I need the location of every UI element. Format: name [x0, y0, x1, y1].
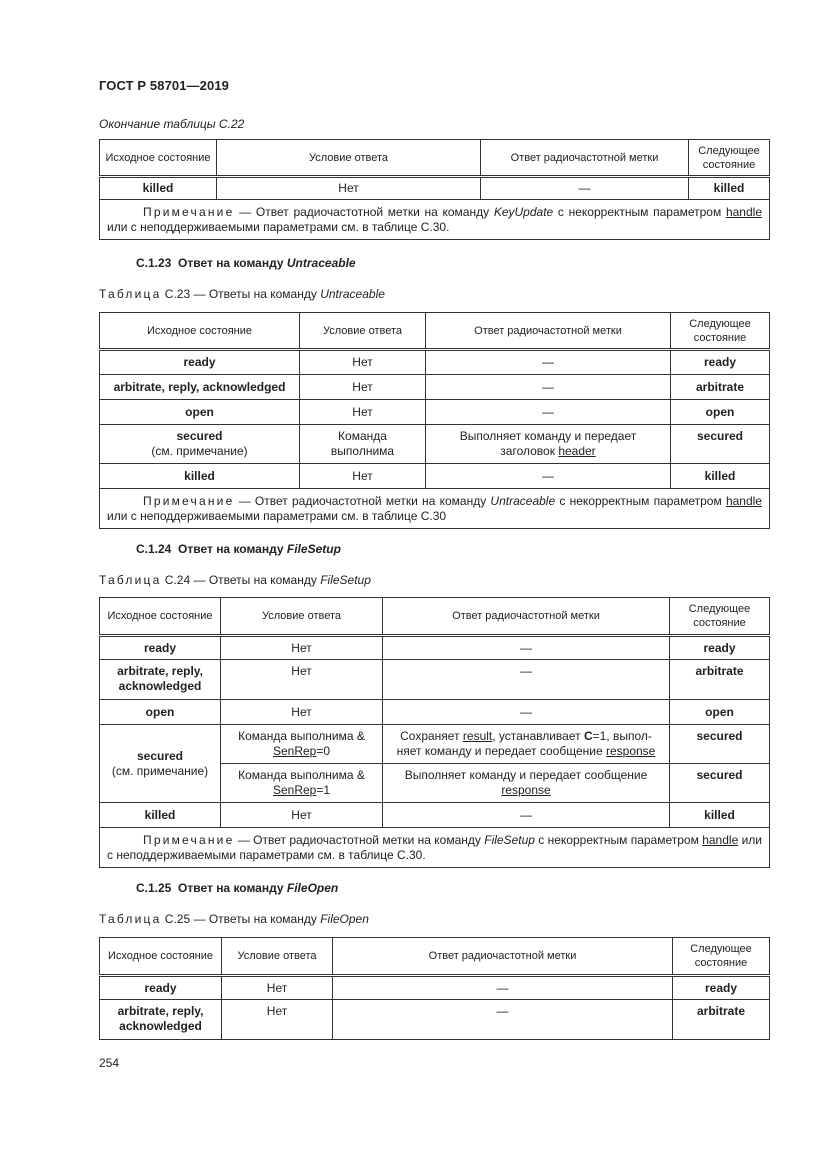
- col-header-tag-response: Ответ радиочастотной метки: [333, 938, 673, 976]
- col-header-next-state: Следующее состояние: [689, 140, 770, 177]
- table-note: Примечание — Ответ радиочастотной метки на команду FileSetup с некорректным параметром handle или с неподдерживаемыми параметрами см. в таблице С.30.: [100, 828, 770, 868]
- col-header-tag-response: Ответ радиочастотной метки: [383, 598, 670, 636]
- table-row: arbitrate, reply, acknowledged Нет — arbitrate: [100, 660, 770, 700]
- table-caption: Таблица С.25 — Ответы на команду FileOpen: [99, 912, 369, 926]
- cell-next-state: killed: [689, 177, 770, 200]
- table-row: killed Нет — killed: [100, 464, 770, 489]
- table-caption: Таблица С.24 — Ответы на команду FileSetup: [99, 573, 371, 587]
- section-heading: С.1.24 Ответ на команду FileSetup: [136, 542, 341, 556]
- table-note: Примечание — Ответ радиочастотной метки на команду Untraceable с некорректным параметром handle или с неподдерживаемыми параметрами см. в таблице С.30: [100, 489, 770, 529]
- param-link: handle: [725, 205, 762, 219]
- table-row: secured (см. примечание) Команда выполнима & SenRep=0 Сохраняет result, устанавливает C=1, выпол- няет команду и передает сообщение response secured: [100, 725, 770, 764]
- col-header-initial-state: Исходное состояние: [100, 598, 221, 636]
- col-header-initial-state: Исходное состояние: [100, 313, 300, 350]
- table-row: open Нет — open: [100, 400, 770, 425]
- table-note: Примечание — Ответ радиочастотной метки на команду KeyUpdate с некорректным параметром handle или с неподдерживаемыми параметрами см. в таблице С.30.: [100, 200, 770, 240]
- cell-response: —: [481, 177, 689, 200]
- table-row: open Нет — open: [100, 700, 770, 725]
- col-header-condition: Условие ответа: [221, 598, 383, 636]
- table-row: arbitrate, reply, acknowledged Нет — arbitrate: [100, 1000, 770, 1040]
- table-row: killed Нет — killed: [100, 803, 770, 828]
- page-number: 254: [99, 1056, 120, 1070]
- col-header-condition: Условие ответа: [222, 938, 333, 976]
- col-header-initial-state: Исходное состояние: [100, 938, 222, 976]
- col-header-condition: Условие ответа: [217, 140, 481, 177]
- table-caption: Таблица С.23 — Ответы на команду Untraceable: [99, 287, 385, 301]
- table-c25: [99, 937, 770, 1040]
- table-row: arbitrate, reply, acknowledged Нет — arbitrate: [100, 375, 770, 400]
- note-label: Примечание: [143, 205, 235, 219]
- table-row: ready Нет — ready: [100, 976, 770, 1000]
- document-header: ГОСТ Р 58701—2019: [99, 78, 229, 93]
- col-header-tag-response: Ответ радиочастотной метки: [426, 313, 671, 350]
- table-row: [100, 177, 770, 200]
- col-header-initial-state: Исходное состояние: [100, 140, 217, 177]
- col-header-next-state: Следующее состояние: [671, 313, 770, 350]
- section-heading: С.1.25 Ответ на команду FileOpen: [136, 881, 339, 895]
- col-header-tag-response: Ответ радиочастотной метки: [481, 140, 689, 177]
- cell-condition: Нет: [217, 177, 481, 200]
- col-header-condition: Условие ответа: [300, 313, 426, 350]
- table-continuation-label: Окончание таблицы С.22: [99, 117, 245, 131]
- col-header-next-state: Следующее состояние: [670, 598, 770, 636]
- table-c23: [99, 312, 770, 529]
- section-heading: С.1.23 Ответ на команду Untraceable: [136, 256, 356, 270]
- table-c24: [99, 597, 770, 868]
- table-row: Команда выполнима & SenRep=1 Выполняет команду и передает сообщение response secured: [100, 764, 770, 803]
- cell-state: killed: [100, 177, 217, 200]
- table-row: ready Нет — ready: [100, 636, 770, 660]
- table-row: ready Нет — ready: [100, 350, 770, 375]
- table-row: secured (см. примечание) Команда выполнима Выполняет команду и передает заголовок header secured: [100, 425, 770, 464]
- table-c22: [99, 139, 770, 240]
- col-header-next-state: Следующее состояние: [673, 938, 770, 976]
